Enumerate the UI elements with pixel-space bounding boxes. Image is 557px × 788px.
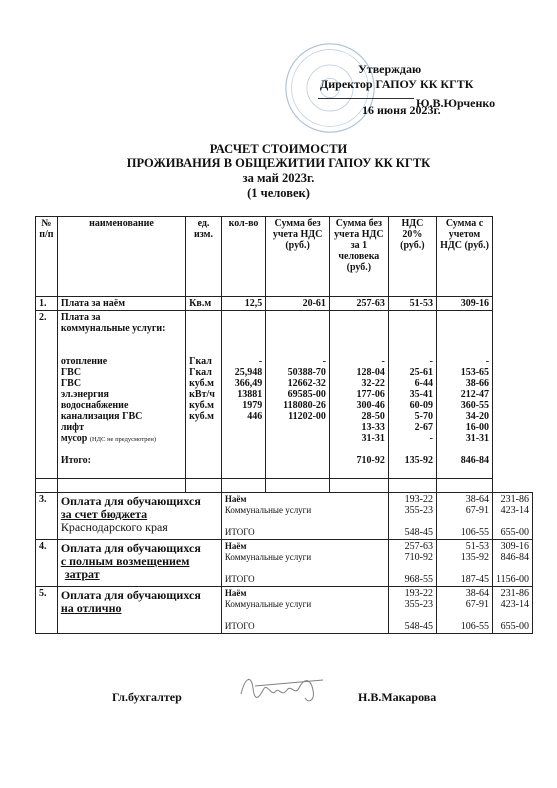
approval-line-2: Директор ГАПОУ КК КГТК (320, 77, 474, 91)
row3-per: 355-23 (404, 505, 433, 516)
row4-vat-value: 135-92 (460, 552, 490, 563)
util-unit: куб.м (189, 378, 214, 389)
util-vat: 2-67 (414, 422, 433, 433)
row4-vat-value: 51-53 (465, 541, 490, 552)
row3-label-utilities: Коммунальные услуги (224, 505, 312, 515)
util-qty: 366,49 (234, 378, 263, 389)
util-qty: 446 (247, 411, 263, 422)
header-vat: НДС 20% (руб.) (388, 217, 436, 297)
approval-line-3: Ю.В.Юрченко (416, 96, 496, 110)
trash-note: (НДС не предусмотрен) (89, 436, 157, 443)
row5-total-value: 655-00 (500, 621, 529, 632)
row3-desc (57, 493, 221, 540)
util-qty: 25,948 (234, 367, 263, 378)
doc-title-2: ПРОЖИВАНИЯ В ОБЩЕЖИТИИ ГАПОУ КК КГТК (126, 156, 431, 170)
row2-qty (221, 311, 265, 479)
row2-vat (388, 311, 436, 479)
row5-label-utilities: Коммунальные услуги (224, 599, 312, 609)
row5-per (388, 587, 436, 634)
row4-per-value: 257-63 (404, 541, 433, 552)
row1-name: Плата за наём (57, 297, 185, 311)
util-per: 32-22 (361, 378, 385, 389)
util-sum: 69585-00 (287, 389, 326, 400)
row3-label-rent: Наём (224, 494, 247, 504)
util-name: лифт (60, 422, 85, 433)
row5-vat (436, 587, 492, 634)
row3-text-1: Оплата для обучающихся (60, 494, 201, 508)
util-total: 153-65 (460, 367, 490, 378)
row3-vat (436, 493, 492, 540)
util-sum: 50388-70 (287, 367, 326, 378)
row1-unit: Кв.м (186, 297, 222, 311)
util-total: 360-55 (460, 400, 490, 411)
accountant-position: Гл.бухгалтер (112, 690, 182, 704)
row4-vat (436, 540, 492, 587)
row5-label-rent: Наём (224, 588, 247, 598)
header-qty: кол-во (221, 217, 265, 297)
row5-num: 5. (36, 587, 58, 634)
row4-per-value: 968-55 (404, 574, 433, 585)
itogo-vat: 135-92 (404, 455, 433, 466)
util-per: 28-50 (361, 411, 385, 422)
row4-label-total: ИТОГО (224, 574, 255, 584)
row5-desc (57, 587, 221, 634)
util-unit: куб.м (189, 400, 214, 411)
util-total: 212-47 (460, 389, 490, 400)
util-vat: 5-70 (414, 411, 433, 422)
util-per: - (381, 356, 385, 367)
row4-desc (57, 540, 221, 587)
row2-total (436, 311, 492, 479)
itogo-label: Итого: (60, 455, 91, 466)
util-unit: Гкал (189, 356, 212, 367)
row1-num: 1. (36, 297, 58, 311)
table-row-budget (36, 493, 533, 540)
util-name: ГВС (60, 367, 82, 378)
util-vat: 6-44 (414, 378, 433, 389)
util-vat: 25-61 (409, 367, 433, 378)
row3-per-vat (388, 493, 436, 540)
row5-total (493, 587, 533, 634)
table-row-excellent (36, 587, 533, 634)
row4-total-value: 846-84 (500, 552, 529, 563)
row2-title-1: Плата за (60, 312, 101, 323)
approval-line-1: Утверждаю (358, 62, 422, 76)
util-qty: - (258, 356, 263, 367)
row4-text-2: с полным возмещением (60, 554, 190, 568)
row5-labels (221, 587, 388, 634)
approval-block (318, 62, 496, 118)
row5-label-total: ИТОГО (224, 621, 255, 631)
row5-per-value: 355-23 (404, 599, 433, 610)
util-name: ГВС (60, 378, 82, 389)
util-name: канализация ГВС (60, 411, 143, 422)
row4-label-utilities: Коммунальные услуги (224, 552, 312, 562)
row3-vat-value: 106-55 (460, 527, 490, 538)
row3-total-value: 231-86 (500, 494, 529, 505)
util-vat: 60-09 (409, 400, 433, 411)
row3-vat-value: 67-91 (465, 505, 490, 516)
doc-title-1: РАСЧЕТ СТОИМОСТИ (209, 142, 348, 156)
util-sum: 118080-26 (283, 400, 326, 411)
header-unit: ед. изм. (186, 217, 222, 297)
row3-text-3: Краснодарского края (60, 520, 168, 534)
row2-sum (266, 311, 330, 479)
util-sum: 12662-32 (287, 378, 326, 389)
row1-qty: 12,5 (221, 297, 265, 311)
row1-total: 309-16 (436, 297, 492, 311)
footer-signature-row (112, 690, 512, 705)
row3-text-2: за счет бюджета (60, 507, 148, 521)
util-per: 13-33 (361, 422, 385, 433)
row5-total-value: 231-86 (500, 588, 529, 599)
row3-labels (221, 493, 388, 540)
util-qty: 13881 (237, 389, 263, 400)
header-total: Сумма с учетом НДС (руб.) (436, 217, 492, 297)
row4-vat-value: 187-45 (460, 574, 490, 585)
row3-total-value: 423-14 (500, 505, 529, 516)
row1-vat: 51-53 (388, 297, 436, 311)
util-sum: - (322, 356, 326, 367)
row1-per: 257-63 (329, 297, 388, 311)
cost-table (35, 216, 533, 634)
util-qty: 1979 (242, 400, 263, 411)
approval-line-4: 16 июня 2023г. (362, 103, 441, 117)
row1-sum: 20-61 (266, 297, 330, 311)
util-total: 31-31 (465, 433, 490, 444)
row5-vat-value: 106-55 (460, 621, 490, 632)
util-vat: - (429, 356, 433, 367)
util-name: отопление (60, 356, 108, 367)
row5-text-2: на отлично (60, 601, 122, 615)
table-row-utilities (36, 311, 533, 479)
itogo-per: 710-92 (356, 455, 385, 466)
util-unit: Гкал (189, 367, 212, 378)
table-row-rent (36, 297, 533, 311)
row3-total (493, 493, 533, 540)
row4-label-rent: Наём (224, 541, 247, 551)
row3-total-value: 655-00 (500, 527, 529, 538)
row2-num: 2. (36, 311, 58, 479)
row5-text-1: Оплата для обучающихся (60, 588, 201, 602)
util-per: 177-06 (356, 389, 385, 400)
row3-per: 193-22 (404, 494, 433, 505)
header-num: № п/п (36, 217, 58, 297)
row4-text-3: затрат (64, 567, 100, 581)
row2-title-2: коммунальные услуги: (60, 323, 166, 334)
row2-per (329, 311, 388, 479)
row4-per-value: 710-92 (404, 552, 433, 563)
row4-labels (221, 540, 388, 587)
row2-names (57, 311, 185, 479)
row5-total-value: 423-14 (500, 599, 529, 610)
itogo-total: 846-84 (460, 455, 490, 466)
row4-total-value: 1156-00 (496, 574, 529, 585)
table-row-full-reimbursement (36, 540, 533, 587)
row3-label-total: ИТОГО (224, 527, 255, 537)
util-per: 31-31 (361, 433, 385, 444)
util-unit: куб.м (189, 411, 214, 422)
util-total: 34-20 (465, 411, 490, 422)
row5-per-value: 548-45 (404, 621, 433, 632)
util-name: эл.энергия (60, 389, 109, 400)
util-name: водоснабжение (60, 400, 129, 411)
row5-vat-value: 38-64 (465, 588, 490, 599)
row4-text-1: Оплата для обучающихся (60, 541, 201, 555)
row3-per: 548-45 (404, 527, 433, 538)
table-header-row (36, 217, 533, 297)
table-spacer-row (36, 479, 533, 493)
util-vat: - (429, 433, 433, 444)
util-per: 128-04 (356, 367, 385, 378)
util-total: - (485, 356, 490, 367)
row3-num: 3. (36, 493, 58, 540)
row2-units (186, 311, 222, 479)
row5-per-value: 193-22 (404, 588, 433, 599)
row4-total (493, 540, 533, 587)
util-total: 38-66 (465, 378, 490, 389)
row3-vat-value: 38-64 (465, 494, 490, 505)
row4-per (388, 540, 436, 587)
row4-num: 4. (36, 540, 58, 587)
util-vat: 35-41 (409, 389, 433, 400)
util-unit: кВт/ч (189, 389, 215, 400)
row5-vat-value: 67-91 (465, 599, 490, 610)
util-name: мусор (60, 433, 88, 444)
util-sum: 11202-00 (288, 411, 326, 422)
row4-total-value: 309-16 (500, 541, 529, 552)
util-total: 16-00 (465, 422, 490, 433)
header-per-person: Сумма без учета НДС за 1 человека (руб.) (329, 217, 388, 297)
header-name: наименование (57, 217, 185, 297)
doc-title-4: (1 человек) (247, 186, 310, 200)
header-sum: Сумма без учета НДС (руб.) (266, 217, 330, 297)
util-per: 300-46 (356, 400, 385, 411)
doc-title-3: за май 2023г. (242, 171, 315, 185)
accountant-name: Н.В.Макарова (358, 690, 437, 704)
